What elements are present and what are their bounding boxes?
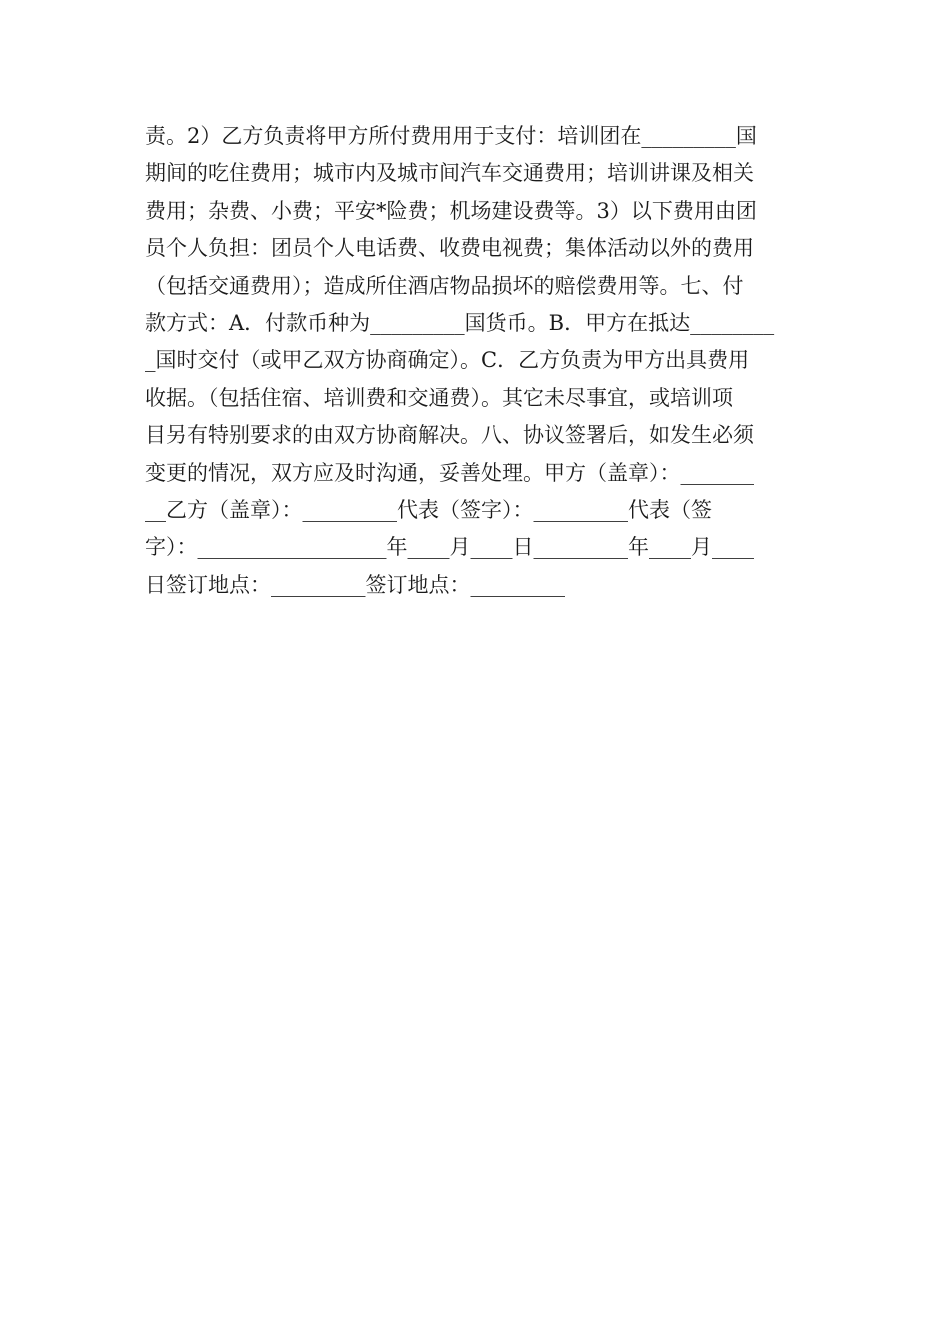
contract-text [145, 118, 810, 604]
text-line-1: 责。2）乙方负责将甲方所付费用用于支付：培训团在_________国 [145, 124, 757, 148]
text-line-2: 期间的吃住费用；城市内及城市间汽车交通费用；培训讲课及相关 [145, 161, 754, 186]
text-line-7: _国时交付（或甲乙双方协商确定）。C．乙方负责为甲方出具费用 [145, 348, 750, 373]
text-line-12: 字）：__________________年____月____日_________年____月____ [145, 535, 754, 560]
text-line-9: 目另有特别要求的由双方协商解决。八、协议签署后，如发生必须 [145, 423, 754, 448]
text-line-13: 日签订地点：_________签订地点：_________ [145, 572, 565, 597]
text-line-3: 费用；杂费、小费；平安*险费；机场建设费等。3）以下费用由团 [145, 198, 757, 223]
text-line-5: （包括交通费用）；造成所住酒店物品损坏的赔偿费用等。七、付 [145, 273, 744, 298]
text-line-8: 收据。（包括住宿、培训费和交通费）。其它未尽事宜，或培训项 [145, 385, 733, 410]
text-line-11: __乙方（盖章）：_________代表（签字）：_________代表（签 [145, 497, 712, 522]
text-line-6: 款方式：A．付款币种为_________国货币。B．甲方在抵达________ [145, 310, 775, 335]
text-line-4: 员个人负担：团员个人电话费、收费电视费；集体活动以外的费用 [145, 236, 754, 261]
text-line-10: 变更的情况，双方应及时沟通，妥善处理。甲方（盖章）：_______ [145, 460, 754, 485]
